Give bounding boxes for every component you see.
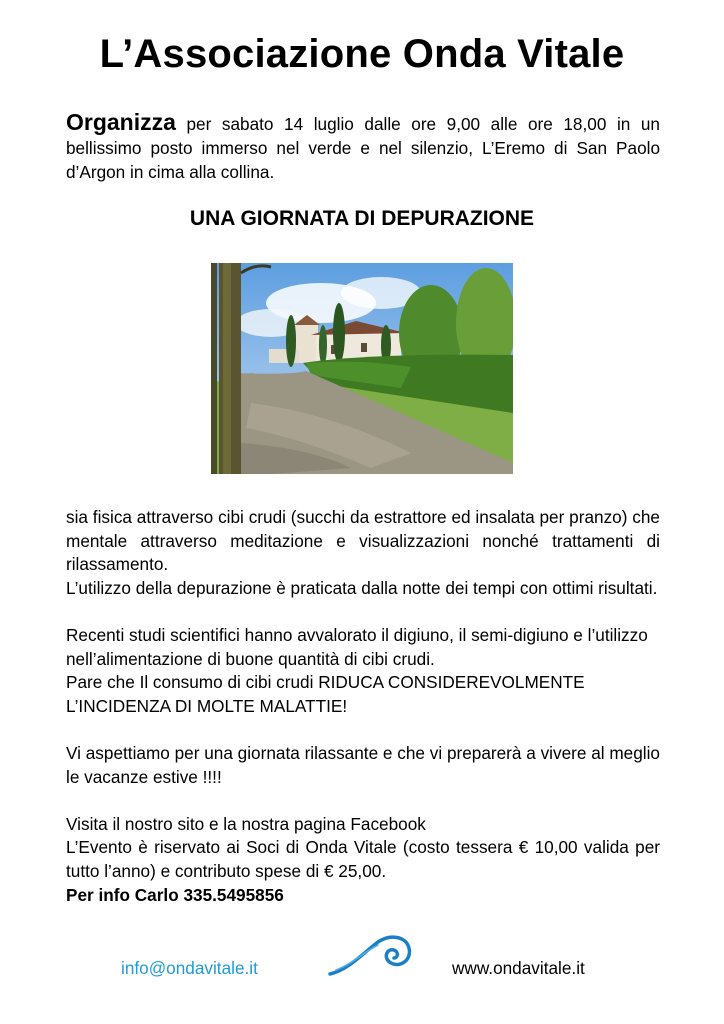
paragraph-raw-food: Pare che Il consumo di cibi crudi RIDUCA CONSIDEREVOLMENTE L’INCIDENZA DI MOLTE MALATTIE! [66, 672, 585, 716]
website-link[interactable]: www.ondavitale.it [452, 958, 585, 978]
section-heading: UNA GIORNATA DI DEPURAZIONE [189, 207, 535, 230]
email-link[interactable]: info@ondavitale.it [121, 958, 258, 978]
paragraph-history: L’utilizzo della depurazione è praticata dalla notte dei tempi con ottimi risultati. [66, 577, 658, 598]
paragraph-detox: sia fisica attraverso cibi crudi (succhi da estrattore ed insalata per pranzo) che mentale attraverso meditazione e visualizzazioni nonché trattamenti di rilassamento. [66, 507, 660, 575]
body-text [66, 506, 660, 907]
paragraph-visit: Visita il nostro sito e la nostra pagina Facebook [66, 813, 426, 834]
intro-lead: Organizza [66, 109, 176, 135]
paragraph-studies: Recenti studi scientifici hanno avvalorato il digiuno, il semi-digiuno e l’utilizzo nell’alimentazione di buone quantità di cibi crudi. [66, 624, 648, 669]
paragraph-membership: L’Evento è riservato ai Soci di Onda Vitale (costo tessera € 10,00 valida per tutto l’anno) e contributo spese di € 25,00. [66, 837, 660, 881]
intro-text: per sabato 14 luglio dalle ore 9,00 alle ore 18,00 in un bellissimo posto immerso nel verde e nel silenzio, L’Eremo di San Paolo d’Argon in cima alla collina. [66, 114, 660, 182]
page-title: L’Associazione Onda Vitale [99, 32, 625, 76]
contact-info: Per info Carlo 335.5495856 [66, 884, 284, 905]
hermitage-photo [211, 263, 513, 474]
intro-paragraph [66, 110, 660, 184]
paragraph-invitation: Vi aspettiamo per una giornata rilassante e che vi preparerà a vivere al meglio le vacanze estive !!!! [66, 742, 660, 787]
wave-logo-icon [328, 930, 414, 985]
